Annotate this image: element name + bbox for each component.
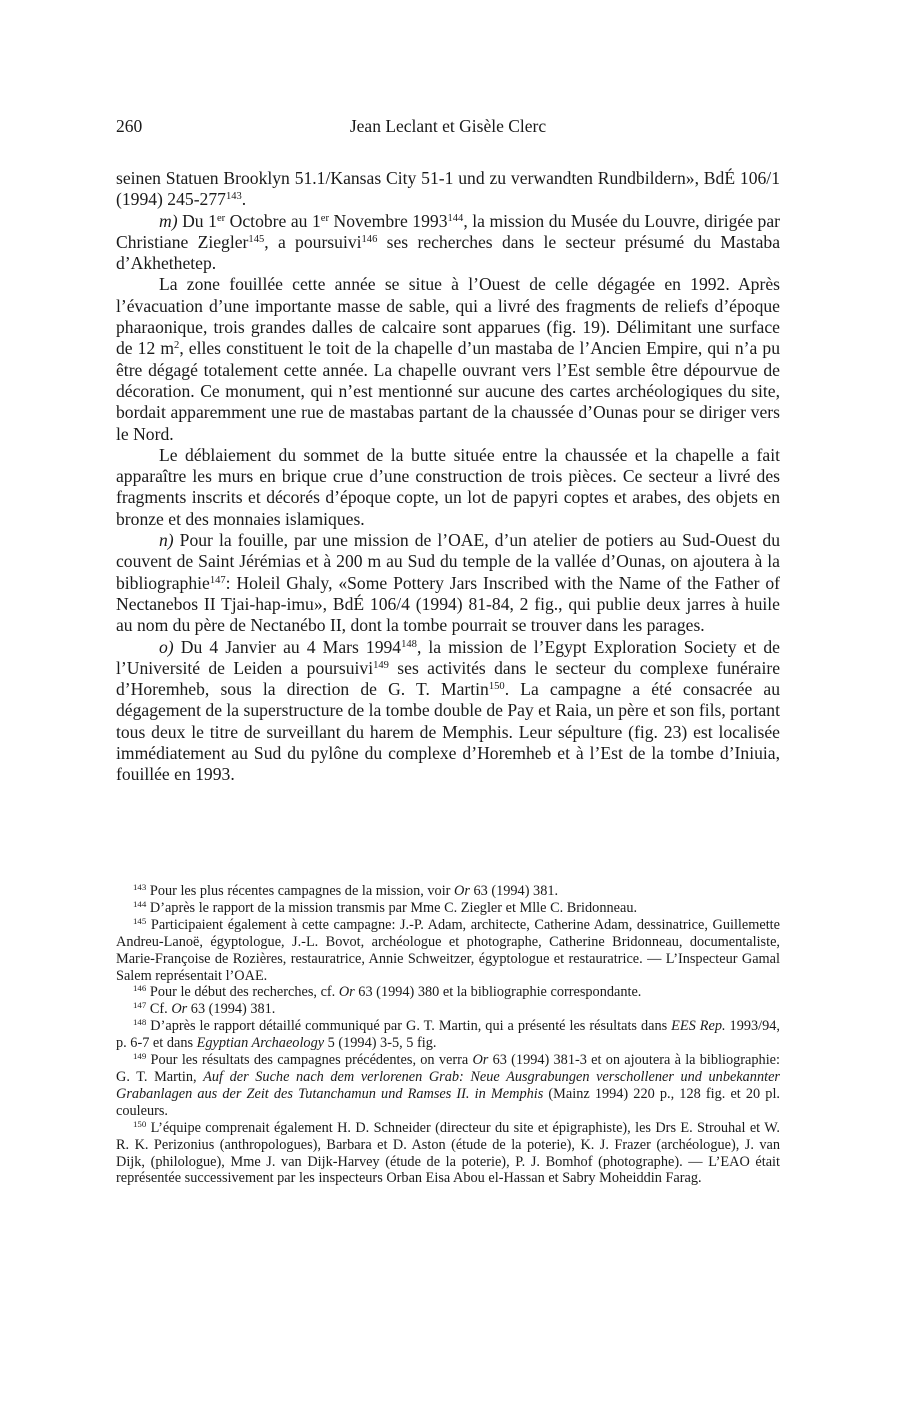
footnote-number: 150 bbox=[133, 1118, 147, 1129]
footnote-number: 144 bbox=[133, 899, 147, 910]
footnote-number: 143 bbox=[133, 882, 147, 893]
page-number: 260 bbox=[116, 116, 143, 136]
footnotes bbox=[116, 883, 780, 1187]
ordinal-suffix: er bbox=[216, 212, 226, 224]
text-run: Novembre 1993 bbox=[329, 210, 448, 231]
footnote-144 bbox=[116, 900, 780, 917]
text-run: , a poursuivi bbox=[264, 231, 362, 252]
footnote-number: 147 bbox=[133, 1000, 147, 1011]
footnote-text: 1993/94, p. 6-7 et dans bbox=[116, 1018, 780, 1052]
item-label: o) bbox=[159, 636, 174, 657]
footnote-text: Pour le début des recherches, cf. bbox=[146, 984, 339, 1001]
text-run: Du 1 bbox=[177, 210, 217, 231]
paragraph-item-m bbox=[116, 211, 780, 275]
footnote-text: 5 (1994) 3-5, 5 fig. bbox=[324, 1035, 437, 1052]
text-run: : Holeil Ghaly, «Some Pottery Jars Inscribed with the Name of the Father of Nectanebos II Tjai-hap-imu», BdÉ 106/4 (1994) 81-84, 2 fig., qui publie deux jarres à huile au nom du père de Nectanébo II, dont la tombe pourrait se trouver dans les parages. bbox=[116, 572, 780, 636]
footnote-ref: 145 bbox=[248, 234, 265, 246]
paragraph-continuation bbox=[116, 168, 780, 211]
footnote-italic: Egyptian Archaeology bbox=[196, 1035, 325, 1052]
text-run: Octobre au 1 bbox=[225, 210, 321, 231]
footnote-number: 149 bbox=[133, 1051, 147, 1062]
footnote-145 bbox=[116, 917, 780, 985]
footnote-149 bbox=[116, 1052, 780, 1120]
text-run: Du 4 Janvier au 4 Mars 1994 bbox=[173, 636, 402, 657]
footnote-ref: 149 bbox=[373, 660, 389, 672]
footnote-ref: 150 bbox=[488, 681, 505, 693]
footnote-text: D’après le rapport détaillé communiqué par G. T. Martin, qui a présenté les résultats dans bbox=[146, 1018, 672, 1035]
text-run: . La campagne a été consacrée au dégagement de la superstructure de la tombe double de Pay et Raia, un père et son fils, portant tous deux le titre de surveillant du harem de Memphis. Leur sépulture (fig. 23) est localisée immédiatement au Sud du pylône du complexe d’Horemheb et à l’Est de la tombe d’Iniuia, fouillée en 1993. bbox=[116, 679, 781, 785]
footnote-italic: Auf der Suche nach dem verlorenen Grab: Neue Ausgrabungen verschollener und unbekannter Grabanlagen aus der Zeit des Tutanchamun und Ramses II. in Memphis bbox=[116, 1068, 780, 1102]
footnote-text: (Mainz 1994) 220 p., 128 fig. et 20 pl. couleurs. bbox=[116, 1085, 780, 1119]
footnote-147 bbox=[116, 1001, 780, 1018]
footnote-150 bbox=[116, 1120, 780, 1188]
ordinal-suffix: er bbox=[320, 212, 329, 224]
footnote-text: 63 (1994) 381-3 et on ajoutera à la bibliographie: G. T. Martin, bbox=[116, 1052, 780, 1085]
text-run: , elles constituent le toit de la chapelle d’un mastaba de l’Ancien Empire, qui n’a pu être dégagé totalement cette année. La chapelle ouvrant vers l’Est semble être dépourvue de décoration. Ce monument, qui n’est mentionné sur aucune des cartes archéologiques du site, bordait apparemment une rue de mastabas partant de la chaussée d’Ounas pour se diriger vers le Nord. bbox=[116, 338, 780, 444]
item-label: n) bbox=[159, 530, 174, 551]
text-run: , la mission de l’Egypt Exploration Society et de l’Université de Leiden a poursuivi bbox=[116, 636, 780, 678]
footnote-text: Pour les résultats des campagnes précédentes, on verra bbox=[146, 1052, 473, 1069]
footnote-text: Participaient également à cette campagne: J.-P. Adam, architecte, Catherine Adam, dessinatrice, Guillemette Andreu-Lanoë, égyptologue, J.-L. Bovot, archéologue et photographe, Catherine Bridonneau, documentaliste, Marie-Françoise de Rozières, restauratrice, Annie Schweitzer, égyptologue et restauratrice. — L’Inspecteur Gamal Salem représentait l’OAE. bbox=[116, 916, 780, 984]
footnote-number: 145 bbox=[133, 915, 147, 926]
footnote-text: Pour les plus récentes campagnes de la mission, voir bbox=[146, 883, 455, 899]
footnote-ref: 143 bbox=[225, 191, 242, 203]
paragraph-item-o bbox=[116, 637, 780, 786]
footnote-ref: 148 bbox=[401, 638, 417, 650]
footnote-146 bbox=[116, 984, 780, 1001]
footnote-text: 63 (1994) 381. bbox=[187, 1001, 276, 1018]
footnote-number: 146 bbox=[133, 983, 147, 994]
item-label: m) bbox=[159, 210, 178, 231]
text-run: ses activités dans le secteur du complexe funéraire d’Horemheb, sous la direction de G. T. Martin bbox=[116, 657, 781, 700]
text-run: La zone fouillée cette année se situe à l’Ouest de celle dégagée en 1992. Après l’évacuation d’une importante masse de sable, qui a livré des fragments de reliefs d’époque pharaonique, trois grandes dalles de calcaire sont apparues (fig. 19). Délimitant une surface de 12 m bbox=[116, 274, 780, 359]
footnote-italic: Or bbox=[472, 1052, 489, 1069]
text-run: seinen Statuen Brooklyn 51.1/Kansas City 51-1 und zu verwandten Rundbildern», BdÉ 106/1 (1994) 245-277 bbox=[116, 168, 780, 210]
paragraph-item-n bbox=[116, 530, 780, 636]
footnote-ref: 144 bbox=[447, 212, 464, 224]
footnote-number: 148 bbox=[133, 1017, 147, 1028]
text-run: . bbox=[241, 189, 247, 210]
footnote-italic: Or bbox=[338, 984, 355, 1001]
footnote-143 bbox=[116, 883, 780, 900]
footnote-ref: 147 bbox=[209, 574, 226, 586]
text-run: Le déblaiement du sommet de la butte située entre la chaussée et la chapelle a fait apparaître les murs en brique crue d’une construction de trois pièces. Ce secteur a livré des fragments inscrits et décorés d’époque copte, un lot de papyri coptes et arabes, des objets en bronze et des monnaies islamiques. bbox=[116, 444, 780, 529]
paragraph-zone-fouillee bbox=[116, 274, 780, 444]
footnote-italic: Or bbox=[454, 883, 470, 899]
footnote-text: 63 (1994) 380 et la bibliographie correspondante. bbox=[354, 984, 642, 1001]
text-run: ses recherches dans le secteur présumé du Mastaba d’Akhethetep. bbox=[116, 231, 780, 274]
text-run: , la mission du Musée du Louvre, dirigée par Christiane Ziegler bbox=[116, 210, 780, 252]
footnote-148 bbox=[116, 1018, 780, 1052]
paragraph-deblaiement bbox=[116, 445, 780, 530]
text-run: Pour la fouille, par une mission de l’OAE, d’un atelier de potiers au Sud-Ouest du couvent de Saint Jérémias et à 200 m au Sud du temple de la vallée d’Ounas, on ajoutera à la bibliographie bbox=[116, 530, 780, 593]
footnote-text: Cf. bbox=[146, 1001, 172, 1018]
exponent: 2 bbox=[174, 340, 180, 352]
footnote-text: 63 (1994) 381. bbox=[469, 883, 559, 899]
footnote-text: L’équipe comprenait également H. D. Schneider (directeur du site et épigraphiste), les Drs E. Strouhal et W. R. K. Perizonius (anthropologues), Barbara et D. Aston (étude de la poterie), K. J. Frazer (archéologue), J. van Dijk, (philologue), Mme J. van Dijk-Harvey (étude de la poterie), P. J. Bomhof (photographe). — L’EAO était représentée successivement par les inspecteurs Orban Eisa Abou el-Hassan et Sabry Moheiddin Farag. bbox=[116, 1119, 780, 1187]
footnote-italic: EES Rep. bbox=[671, 1018, 726, 1035]
footnote-ref: 146 bbox=[361, 234, 378, 246]
body-text bbox=[116, 168, 780, 786]
running-head bbox=[116, 116, 780, 142]
footnote-italic: Or bbox=[171, 1001, 188, 1018]
running-title: Jean Leclant et Gisèle Clerc bbox=[349, 116, 547, 136]
footnote-text: D’après le rapport de la mission transmis par Mme C. Ziegler et Mlle C. Bridonneau. bbox=[146, 899, 638, 916]
